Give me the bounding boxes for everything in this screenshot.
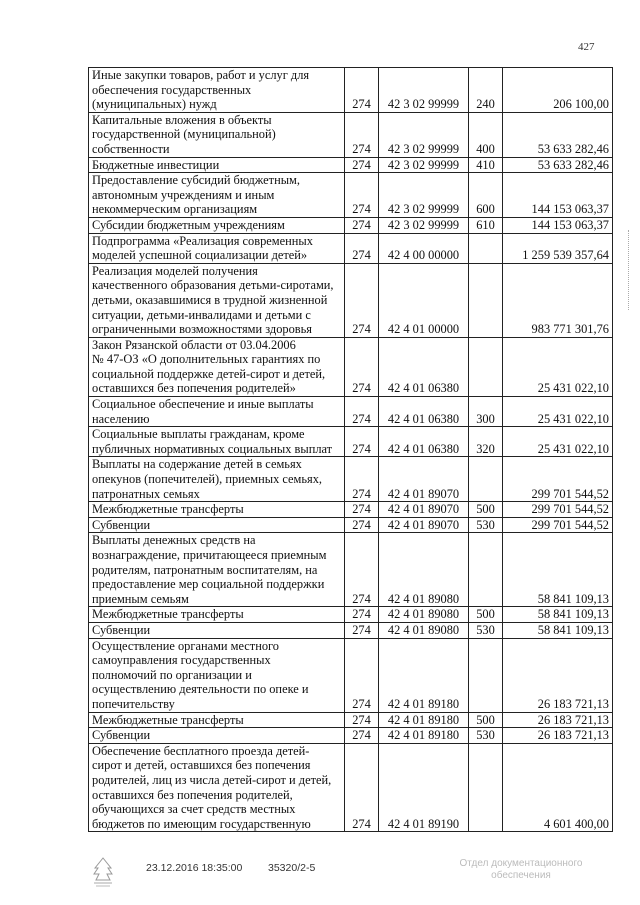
table-row	[89, 517, 613, 533]
row-name-line: населению	[92, 411, 150, 426]
footer-doc-number: 35320/2-5	[268, 862, 316, 874]
row-gr-cell: 274	[345, 517, 379, 533]
row-name-line: сирот и детей, оставшихся без попечения	[92, 758, 311, 773]
row-vr-cell: 530	[469, 622, 503, 638]
table-row	[89, 397, 613, 427]
row-gr-cell: 274	[345, 712, 379, 728]
row-sum-cell: 299 701 544,52	[503, 517, 613, 533]
row-sum-cell: 25 431 022,10	[503, 397, 613, 427]
table-row	[89, 533, 613, 607]
row-name-cell	[89, 217, 345, 233]
row-name-line: приемным семьям	[92, 591, 189, 606]
row-vr-cell	[469, 233, 503, 263]
row-gr-cell: 274	[345, 68, 379, 113]
row-name-line: автономным учреждениям и иным	[92, 187, 275, 202]
row-name-line: полномочий по организации и	[92, 667, 252, 682]
row-name-cell	[89, 712, 345, 728]
row-gr-cell: 274	[345, 533, 379, 607]
table-row	[89, 638, 613, 712]
row-name-cell	[89, 622, 345, 638]
row-name-line: Социальное обеспечение и иные выплаты	[92, 397, 314, 412]
row-name-cell	[89, 743, 345, 832]
table-row	[89, 233, 613, 263]
row-vr-cell	[469, 263, 503, 337]
row-name-line: Межбюджетные трансферты	[92, 712, 244, 727]
row-gr-cell: 274	[345, 457, 379, 502]
row-csr-cell: 42 4 01 89180	[379, 638, 469, 712]
row-sum-cell: 299 701 544,52	[503, 457, 613, 502]
row-vr-cell: 320	[469, 427, 503, 457]
row-gr-cell: 274	[345, 607, 379, 623]
row-sum-cell: 144 153 063,37	[503, 173, 613, 218]
row-sum-cell: 299 701 544,52	[503, 502, 613, 518]
row-vr-cell: 530	[469, 728, 503, 744]
row-vr-cell: 500	[469, 607, 503, 623]
row-name-line: Закон Рязанской области от 03.04.2006	[92, 337, 296, 352]
row-gr-cell: 274	[345, 217, 379, 233]
row-name-line: социальной поддержке детей-сирот и детей,	[92, 366, 326, 381]
row-vr-cell: 300	[469, 397, 503, 427]
scan-margin-mark	[628, 230, 632, 310]
row-csr-cell: 42 4 01 06380	[379, 337, 469, 396]
row-name-line: Предоставление субсидий бюджетным,	[92, 173, 300, 188]
row-name-line: патронатных семьях	[92, 486, 200, 501]
row-csr-cell: 42 4 01 89070	[379, 457, 469, 502]
row-sum-cell: 26 183 721,13	[503, 638, 613, 712]
row-vr-cell: 530	[469, 517, 503, 533]
row-sum-cell: 206 100,00	[503, 68, 613, 113]
row-name-line: Осуществление органами местного	[92, 638, 280, 653]
row-name-line: Субвенции	[92, 622, 151, 637]
row-csr-cell: 42 3 02 99999	[379, 68, 469, 113]
table-row	[89, 622, 613, 638]
row-sum-cell: 25 431 022,10	[503, 427, 613, 457]
row-name-line: обеспечения государственных	[92, 82, 252, 97]
row-name-line: некоммерческим организациям	[92, 202, 258, 217]
table-row	[89, 457, 613, 502]
row-name-cell	[89, 517, 345, 533]
row-name-line: собственности	[92, 141, 170, 156]
page-footer	[0, 856, 640, 896]
row-name-line: Обеспечение бесплатного проезда детей-	[92, 743, 310, 758]
table-row	[89, 502, 613, 518]
row-csr-cell: 42 4 01 89070	[379, 517, 469, 533]
table-row	[89, 112, 613, 157]
row-name-line: Межбюджетные трансферты	[92, 607, 244, 622]
row-name-cell	[89, 457, 345, 502]
row-vr-cell: 410	[469, 157, 503, 173]
footer-stamp	[446, 858, 596, 882]
row-name-line: Капитальные вложения в объекты	[92, 112, 272, 127]
row-name-line: вознаграждение, причитающееся приемным	[92, 548, 327, 562]
row-name-cell	[89, 397, 345, 427]
row-vr-cell: 600	[469, 173, 503, 218]
row-csr-cell: 42 4 01 89070	[379, 502, 469, 518]
table-row	[89, 217, 613, 233]
table-row	[89, 427, 613, 457]
row-sum-cell: 1 259 539 357,64	[503, 233, 613, 263]
row-gr-cell: 274	[345, 728, 379, 744]
row-csr-cell: 42 4 01 89180	[379, 712, 469, 728]
row-gr-cell: 274	[345, 337, 379, 396]
row-gr-cell: 274	[345, 173, 379, 218]
row-csr-cell: 42 4 01 89080	[379, 622, 469, 638]
row-gr-cell: 274	[345, 112, 379, 157]
row-gr-cell: 274	[345, 397, 379, 427]
row-csr-cell: 42 3 02 99999	[379, 217, 469, 233]
row-name-line: публичных нормативных социальных выплат	[92, 441, 333, 456]
row-name-cell	[89, 68, 345, 113]
footer-stamp-line: обеспечения	[491, 870, 551, 881]
row-csr-cell: 42 3 02 99999	[379, 173, 469, 218]
row-vr-cell	[469, 533, 503, 607]
row-gr-cell: 274	[345, 502, 379, 518]
row-vr-cell	[469, 457, 503, 502]
row-name-line: Субвенции	[92, 728, 151, 743]
row-name-line: осуществлению деятельности по опеке и	[92, 682, 309, 697]
row-name-line: качественного образования детьми-сиротами,	[92, 278, 334, 293]
row-name-cell	[89, 157, 345, 173]
row-sum-cell: 4 601 400,00	[503, 743, 613, 832]
row-gr-cell: 274	[345, 638, 379, 712]
row-name-line: № 47-ОЗ «О дополнительных гарантиях по	[92, 352, 321, 367]
row-sum-cell: 983 771 301,76	[503, 263, 613, 337]
row-name-line: родителей, лиц из числа детей-сирот и детей,	[92, 772, 332, 787]
row-name-line: Иные закупки товаров, работ и услуг для	[92, 68, 310, 82]
footer-stamp-line: Отдел документационного	[459, 858, 583, 869]
row-csr-cell: 42 4 01 00000	[379, 263, 469, 337]
table-row	[89, 728, 613, 744]
row-csr-cell: 42 4 01 89180	[379, 728, 469, 744]
table-row	[89, 743, 613, 832]
row-name-line: оставшихся без попечения родителей,	[92, 787, 293, 802]
row-vr-cell	[469, 638, 503, 712]
row-vr-cell: 500	[469, 502, 503, 518]
budget-table	[88, 67, 613, 832]
row-name-line: самоуправления государственных	[92, 653, 271, 668]
row-vr-cell	[469, 743, 503, 832]
row-gr-cell: 274	[345, 157, 379, 173]
row-name-line: Бюджетные инвестиции	[92, 157, 220, 172]
row-name-line: ограниченными возможностями здоровья	[92, 322, 313, 337]
table-row	[89, 68, 613, 113]
row-name-line: (муниципальных) нужд	[92, 97, 217, 112]
row-name-cell	[89, 173, 345, 218]
row-name-cell	[89, 112, 345, 157]
emblem-icon	[90, 856, 116, 888]
row-name-cell	[89, 233, 345, 263]
row-csr-cell: 42 3 02 99999	[379, 112, 469, 157]
table-row	[89, 157, 613, 173]
row-sum-cell: 26 183 721,13	[503, 712, 613, 728]
row-name-line: Межбюджетные трансферты	[92, 502, 244, 517]
row-vr-cell: 240	[469, 68, 503, 113]
row-name-line: бюджетов по имеющим государственную	[92, 816, 311, 831]
row-name-cell	[89, 427, 345, 457]
row-name-line: родителям, патронатным воспитателям, на	[92, 562, 318, 577]
row-vr-cell	[469, 337, 503, 396]
row-name-line: попечительству	[92, 696, 175, 711]
row-vr-cell: 610	[469, 217, 503, 233]
row-sum-cell: 26 183 721,13	[503, 728, 613, 744]
table-row	[89, 173, 613, 218]
table-row	[89, 337, 613, 396]
row-name-line: государственной (муниципальной)	[92, 127, 276, 142]
row-name-line: Выплаты денежных средств на	[92, 533, 256, 548]
row-name-line: Подпрограмма «Реализация современных	[92, 233, 313, 248]
row-gr-cell: 274	[345, 233, 379, 263]
footer-timestamp: 23.12.2016 18:35:00	[146, 862, 243, 874]
row-name-line: предоставление мер социальной поддержки	[92, 577, 325, 592]
row-name-cell	[89, 607, 345, 623]
row-name-line: Реализация моделей получения	[92, 263, 258, 278]
row-name-line: детьми, оказавшимися в трудной жизненной	[92, 292, 328, 307]
page-number: 427	[578, 41, 595, 53]
row-sum-cell: 53 633 282,46	[503, 112, 613, 157]
row-gr-cell: 274	[345, 427, 379, 457]
row-sum-cell: 58 841 109,13	[503, 622, 613, 638]
row-name-line: Выплаты на содержание детей в семьях	[92, 457, 302, 472]
row-gr-cell: 274	[345, 622, 379, 638]
row-vr-cell: 500	[469, 712, 503, 728]
row-name-cell	[89, 337, 345, 396]
row-gr-cell: 274	[345, 263, 379, 337]
table-row	[89, 263, 613, 337]
row-sum-cell: 58 841 109,13	[503, 607, 613, 623]
row-name-line: обучающихся за счет средств местных	[92, 802, 296, 817]
row-name-cell	[89, 263, 345, 337]
row-csr-cell: 42 4 01 06380	[379, 397, 469, 427]
table-row	[89, 607, 613, 623]
row-name-cell	[89, 502, 345, 518]
row-name-line: Социальные выплаты гражданам, кроме	[92, 427, 305, 442]
row-csr-cell: 42 4 00 00000	[379, 233, 469, 263]
row-name-cell	[89, 533, 345, 607]
row-vr-cell: 400	[469, 112, 503, 157]
row-sum-cell: 53 633 282,46	[503, 157, 613, 173]
row-name-line: оставшихся без попечения родителей»	[92, 381, 296, 396]
budget-table-body	[89, 68, 613, 832]
row-csr-cell: 42 4 01 89190	[379, 743, 469, 832]
row-sum-cell: 25 431 022,10	[503, 337, 613, 396]
row-name-line: Субсидии бюджетным учреждениям	[92, 217, 285, 232]
row-csr-cell: 42 4 01 89080	[379, 533, 469, 607]
row-name-cell	[89, 638, 345, 712]
row-name-line: Субвенции	[92, 517, 151, 532]
row-csr-cell: 42 4 01 06380	[379, 427, 469, 457]
row-csr-cell: 42 4 01 89080	[379, 607, 469, 623]
row-sum-cell: 144 153 063,37	[503, 217, 613, 233]
row-csr-cell: 42 3 02 99999	[379, 157, 469, 173]
table-row	[89, 712, 613, 728]
row-name-cell	[89, 728, 345, 744]
row-name-line: ситуации, детьми-инвалидами и детьми с	[92, 307, 311, 322]
row-sum-cell: 58 841 109,13	[503, 533, 613, 607]
row-name-line: моделей успешной социализации детей»	[92, 248, 308, 263]
row-name-line: опекунов (попечителей), приемных семьях,	[92, 472, 323, 487]
row-gr-cell: 274	[345, 743, 379, 832]
